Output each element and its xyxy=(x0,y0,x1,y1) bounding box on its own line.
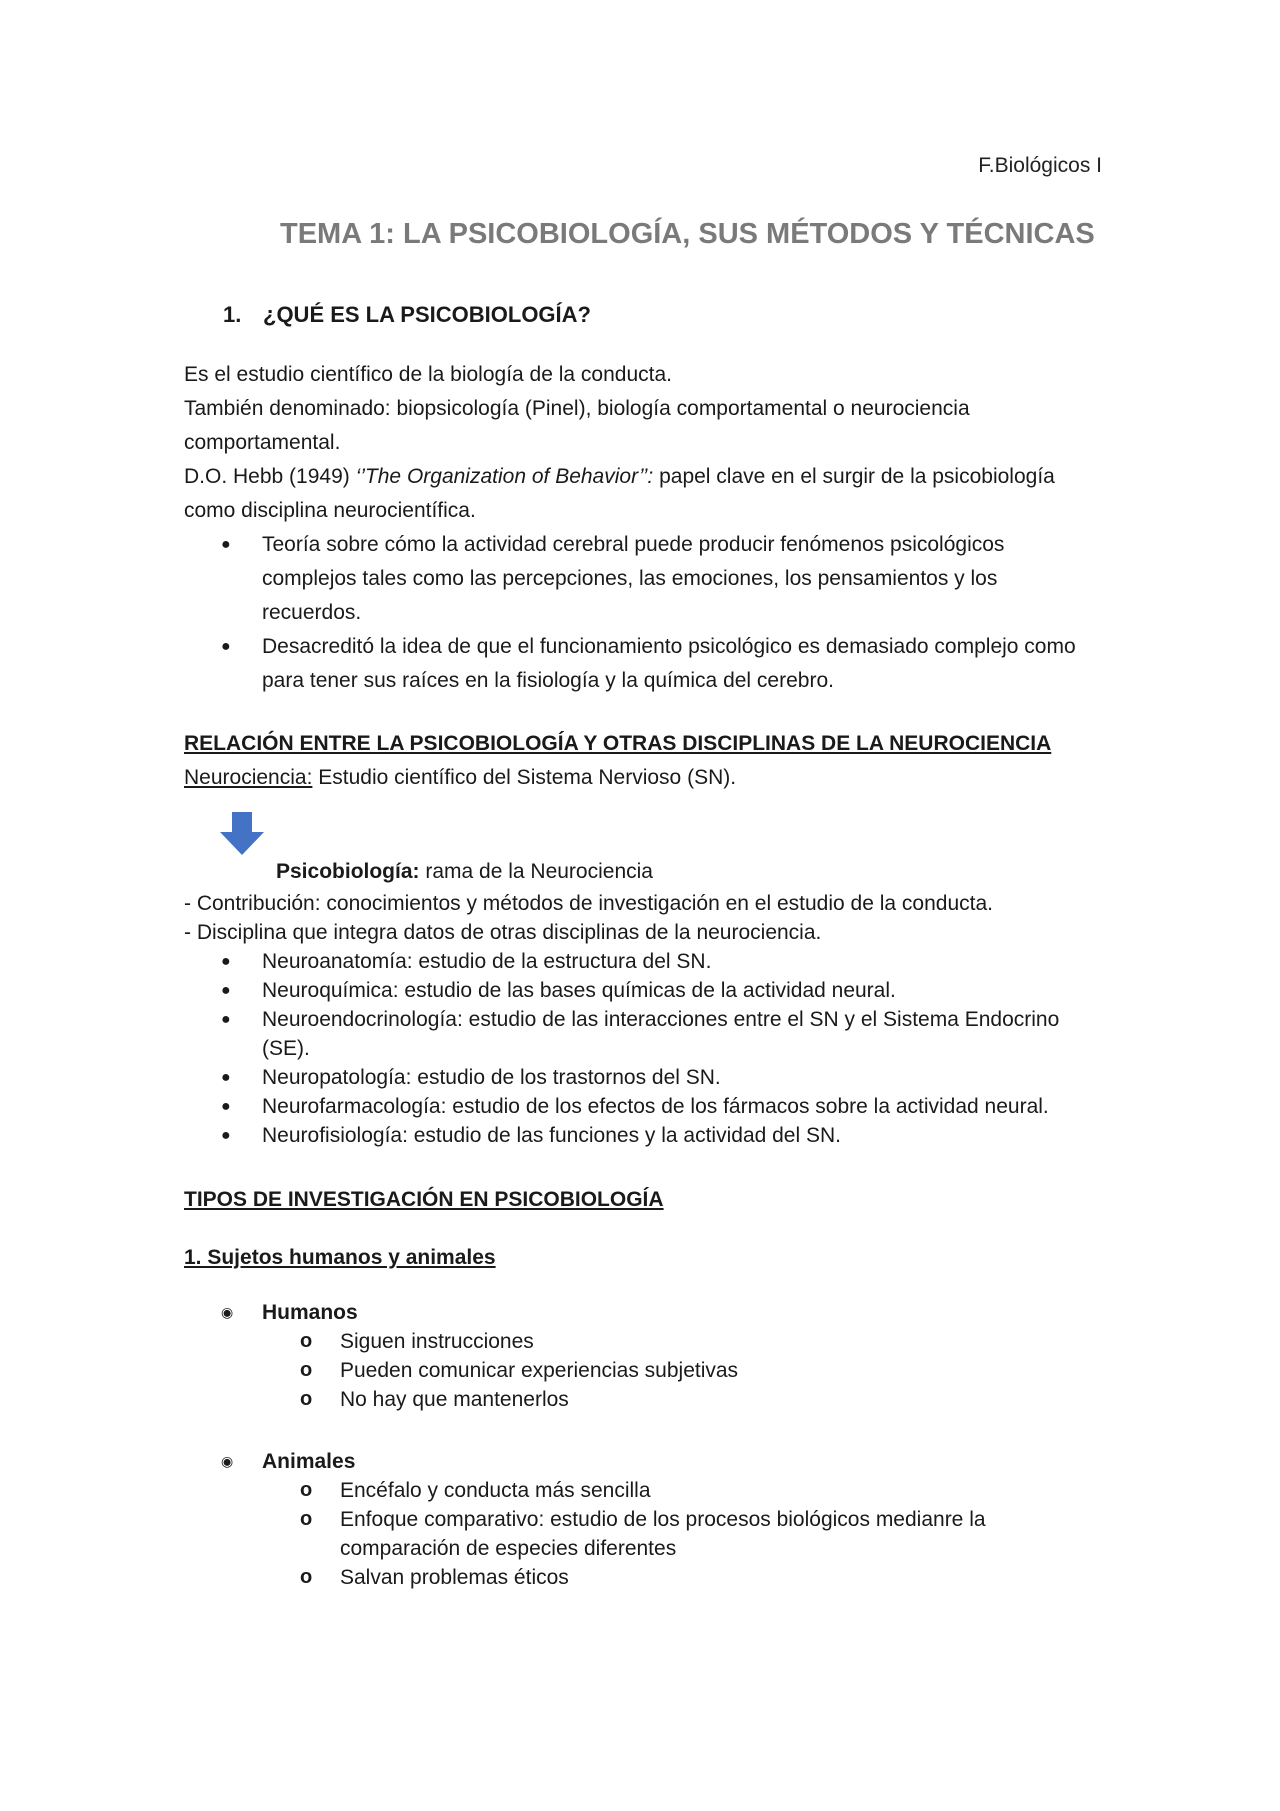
section-heading-text: ¿QUÉ ES LA PSICOBIOLOGÍA? xyxy=(263,302,591,327)
list-item: ● Desacreditó la idea de que el funcionamiento psicológico es demasiado complejo como para tener sus raíces en la fisiología y la química del cerebro. xyxy=(184,630,1084,698)
page-title: TEMA 1: LA PSICOBIOLOGÍA, SUS MÉTODOS Y TÉCNICAS xyxy=(280,218,1095,250)
list-item: o Salvan problemas éticos xyxy=(184,1563,1084,1592)
tipos-section xyxy=(184,1183,1084,1217)
bullet-icon: ● xyxy=(221,536,231,553)
psicobiologia-definition xyxy=(276,860,653,884)
neurociencia-label: Neurociencia: xyxy=(184,766,313,789)
section-number: 1. xyxy=(223,302,242,327)
list-item: ● Neuroendocrinología: estudio de las interacciones entre el SN y el Sistema Endocrino (SE). xyxy=(184,1005,1084,1063)
neurociencia-definition xyxy=(184,761,1084,795)
sujetos-heading: 1. Sujetos humanos y animales xyxy=(184,1246,496,1269)
bullet-icon: ● xyxy=(221,953,231,970)
hebb-suffix: papel clave en el surgir de la psicobiología como disciplina neurocientífica. xyxy=(184,465,1055,522)
bullet-icon: ◉ xyxy=(221,1453,234,1469)
neurociencia-text: Estudio científico del Sistema Nervioso (SN). xyxy=(312,766,737,789)
tipos-sub1 xyxy=(184,1241,1084,1275)
list-item: ● Neuroanatomía: estudio de la estructura del SN. xyxy=(184,947,1084,976)
list-item: o Siguen instrucciones xyxy=(184,1327,1084,1356)
sub-bullet-icon: o xyxy=(300,1388,313,1410)
bullet-icon: ◉ xyxy=(221,1304,234,1320)
list-item: ● Teoría sobre cómo la actividad cerebral puede producir fenómenos psicológicos complejos tales como las percepciones, las emociones, los pensamientos y los recuerdos. xyxy=(184,528,1084,630)
animales-label-item: ◉ Animales xyxy=(184,1447,1084,1476)
paragraph-hebb xyxy=(184,460,1084,528)
list-item: ● Neurofisiología: estudio de las funciones y la actividad del SN. xyxy=(184,1121,1084,1150)
list-item: ● Neuroquímica: estudio de las bases químicas de la actividad neural. xyxy=(184,976,1084,1005)
humanos-group xyxy=(184,1298,1084,1414)
relacion-section xyxy=(184,727,1084,795)
bullet-icon: ● xyxy=(221,1127,231,1144)
section-1-body xyxy=(184,358,1084,698)
relacion-heading: RELACIÓN ENTRE LA PSICOBIOLOGÍA Y OTRAS DISCIPLINAS DE LA NEUROCIENCIA xyxy=(184,732,1052,755)
bullet-icon: ● xyxy=(221,638,231,655)
psicobiologia-label: Psicobiología: xyxy=(276,860,420,883)
bullet-icon: ● xyxy=(221,1069,231,1086)
dash-line-disciplina: - Disciplina que integra datos de otras disciplinas de la neurociencia. xyxy=(184,921,822,944)
list-item: ● Neurofarmacología: estudio de los efectos de los fármacos sobre la actividad neural. xyxy=(184,1092,1084,1121)
humanos-label-item: ◉ Humanos xyxy=(184,1298,1084,1327)
sub-bullet-icon: o xyxy=(300,1479,313,1501)
tipos-heading: TIPOS DE INVESTIGACIÓN EN PSICOBIOLOGÍA xyxy=(184,1188,664,1211)
list-item: ● Neuropatología: estudio de los trastornos del SN. xyxy=(184,1063,1084,1092)
sub-bullet-icon: o xyxy=(300,1330,313,1352)
bullet-icon: ● xyxy=(221,1098,231,1115)
page-header: F.Biológicos I xyxy=(978,154,1102,177)
arrow-down-icon xyxy=(218,812,266,856)
paragraph-definition: Es el estudio científico de la biología de la conducta. xyxy=(184,363,672,386)
paragraph-also-called: También denominado: biopsicología (Pinel), biología comportamental o neurociencia comportamental. xyxy=(184,397,970,454)
section-1-heading xyxy=(223,302,591,328)
list-item: o Encéfalo y conducta más sencilla xyxy=(184,1476,1084,1505)
sub-bullet-icon: o xyxy=(300,1508,313,1530)
hebb-prefix: D.O. Hebb (1949) xyxy=(184,465,356,488)
psicobiologia-text: rama de la Neurociencia xyxy=(419,860,653,883)
sub-bullet-icon: o xyxy=(300,1359,313,1381)
list-item: o No hay que mantenerlos xyxy=(184,1385,1084,1414)
list-item: o Pueden comunicar experiencias subjetivas xyxy=(184,1356,1084,1385)
hebb-book-title: ‘’The Organization of Behavior’’: xyxy=(355,465,654,488)
bullet-icon: ● xyxy=(221,1011,231,1028)
bullet-icon: ● xyxy=(221,982,231,999)
list-item: o Enfoque comparativo: estudio de los procesos biológicos medianre la comparación de especies diferentes xyxy=(184,1505,1084,1563)
dash-line-contribucion: - Contribución: conocimientos y métodos de investigación en el estudio de la conducta. xyxy=(184,892,993,915)
sub-bullet-icon: o xyxy=(300,1566,313,1588)
animales-group xyxy=(184,1447,1084,1592)
relacion-body xyxy=(184,889,1084,1150)
